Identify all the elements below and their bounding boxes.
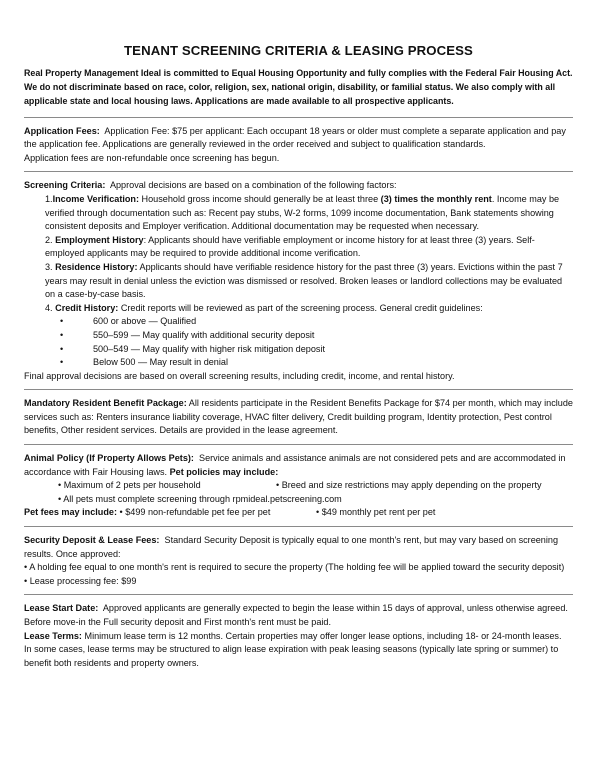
application-fees-note: Application fees are non-refundable once screening has begun. [24, 152, 280, 163]
employment-history-label: Employment History [55, 234, 144, 245]
pet-policy-item: • Breed and size restrictions may apply depending on the property [276, 480, 542, 491]
intro-paragraph: Real Property Management Ideal is committed to Equal Housing Opportunity and fully complies with the Federal Fair Housing Act. We do not discriminate based on race, color, religion, sex, national origin, disability, or familial status. We also comply with all applicable state and local housing laws. Applications are made available to all prospective applicants. [24, 68, 573, 107]
pet-fees-row [24, 506, 573, 520]
income-verification-label: Income Verification: [52, 193, 140, 204]
income-emphasis: (3) times the monthly rent [380, 193, 492, 204]
bullet-icon: • [60, 329, 64, 340]
credit-history-label: Credit History: [55, 302, 119, 313]
animal-policy-paragraph [24, 452, 573, 479]
application-fees-section [24, 118, 573, 172]
credit-history-text: Credit reports will be reviewed as part of the screening process. General credit guidelines: [120, 302, 483, 313]
pet-fee-item: • $49 monthly pet rent per pet [316, 507, 436, 518]
credit-guideline-text: 500–549 — May qualify with higher risk mitigation deposit [93, 343, 326, 354]
lease-start-text: Approved applicants are generally expected to begin the lease within 15 days of approval, unless otherwise agreed. Before move-in the Full security deposit and First month's rent must be paid. [24, 603, 568, 628]
security-deposit-paragraph [24, 534, 573, 561]
animal-policy-text: Service animals and assistance animals are not considered pets and are accommodated in accordance with Fair Housing laws. [24, 453, 566, 477]
pet-policy-row [24, 479, 573, 493]
animal-policy-label: Animal Policy (If Property Allows Pets): [24, 453, 194, 464]
application-fees-paragraph [24, 125, 573, 152]
pet-fees-label: Pet fees may include: [24, 507, 117, 518]
lease-terms-text: Minimum lease term is 12 months. Certain properties may offer longer lease options, including 18- or 24-month leases. [84, 630, 562, 641]
pet-policies-label: Pet policies may include: [169, 466, 279, 477]
lease-terms-paragraph [24, 630, 573, 644]
benefit-package-text: All residents participate in the Resident Benefits Package for $74 per month, which may include services such as: Renters insurance liability coverage, HVAC filter delivery, Credit building program, Identity protection, Pest control benefits, Other resident services. Details are provided in the lease agreement. [24, 398, 573, 436]
security-deposit-text: Standard Security Deposit is typically equal to one month's rent, but may vary based on screening results. Once approved: [24, 535, 558, 559]
lease-note: In some cases, lease terms may be structured to align lease expiration with peak leasing seasons (typically late spring or summer) to benefit both residents and property owners. [24, 644, 559, 668]
page-title: TENANT SCREENING CRITERIA & LEASING PROCESS [124, 43, 473, 58]
deposit-item: • Lease processing fee: $99 [24, 575, 137, 586]
pet-policy-item: • All pets must complete screening through rpmideal.petscreening.com [58, 493, 342, 504]
lease-terms-label: Lease Terms: [24, 630, 82, 641]
security-deposit-label: Security Deposit & Lease Fees: [24, 535, 160, 546]
income-text: Household gross income should generally be at least three [141, 193, 379, 204]
application-fees-text: Application Fee: $75 per applicant: Each occupant 18 years or older must complete a separate application and pay the application fee. Applications are generally reviewed in the order received and subject to qualification standards. [24, 125, 566, 150]
benefit-package-paragraph [24, 397, 573, 438]
item-number: 2. [45, 234, 53, 245]
animal-policy-section [24, 445, 573, 526]
credit-history-item [24, 302, 573, 316]
deposit-item: • A holding fee equal to one month's rent is required to secure the property (The holding fee will be applied toward the security deposit) [24, 562, 565, 573]
residence-history-item [24, 261, 573, 302]
screening-final-note: Final approval decisions are based on overall screening results, including credit, income, and rental history. [24, 370, 455, 381]
lease-start-label: Lease Start Date: [24, 603, 99, 614]
pet-fee-item: • $499 non-refundable pet fee per pet [119, 507, 271, 518]
security-deposit-section [24, 527, 573, 594]
pet-policy-row [24, 493, 573, 507]
residence-history-text: Applicants should have verifiable residence history for the past three (3) years. Evictions within the past 7 years may result in denial unless the eviction was dismissed or resolved. Broken leases or landlord collections may be evaluated on a case-by-case basis. [45, 261, 563, 300]
benefit-package-label: Mandatory Resident Benefit Package: [24, 398, 187, 409]
screening-intro [24, 179, 573, 193]
item-number: 3. [45, 261, 53, 272]
credit-guideline-item [24, 315, 573, 329]
employment-history-item [24, 234, 573, 261]
bullet-icon: • [60, 343, 64, 354]
lease-section [24, 595, 573, 676]
bullet-icon: • [60, 316, 64, 327]
screening-label: Screening Criteria: [24, 180, 106, 191]
bullet-icon: • [60, 357, 64, 368]
credit-guideline-text: 600 or above — Qualified [93, 316, 197, 327]
credit-guideline-item [24, 329, 573, 343]
application-fees-label: Application Fees: [24, 125, 100, 136]
screening-intro-text: Approval decisions are based on a combination of the following factors: [109, 180, 397, 191]
item-number: 1. [45, 193, 53, 204]
income-verification-item [24, 193, 573, 234]
screening-criteria-section [24, 172, 573, 389]
credit-guideline-item [24, 356, 573, 370]
item-number: 4. [45, 302, 53, 313]
credit-guideline-text: 550–599 — May qualify with additional security deposit [93, 329, 315, 340]
residence-history-label: Residence History: [55, 261, 138, 272]
credit-guideline-text: Below 500 — May result in denial [93, 357, 228, 368]
pet-policy-item: • Maximum of 2 pets per household [58, 480, 201, 491]
benefit-package-section [24, 390, 573, 444]
employment-history-text: : Applicants should have verifiable employment or income history for at least three (3) years. Self-employed applicants may be required to provide additional income verification. [45, 234, 535, 259]
income-text-continued: . Income may be verified through documentation such as: Recent pay stubs, W-2 forms, 1099 income documentation, Bank statements showing consistent deposits and Employer verification. Additional documentation may be requested when necessary. [45, 193, 560, 232]
lease-start-paragraph [24, 602, 573, 629]
credit-guideline-item [24, 343, 573, 357]
